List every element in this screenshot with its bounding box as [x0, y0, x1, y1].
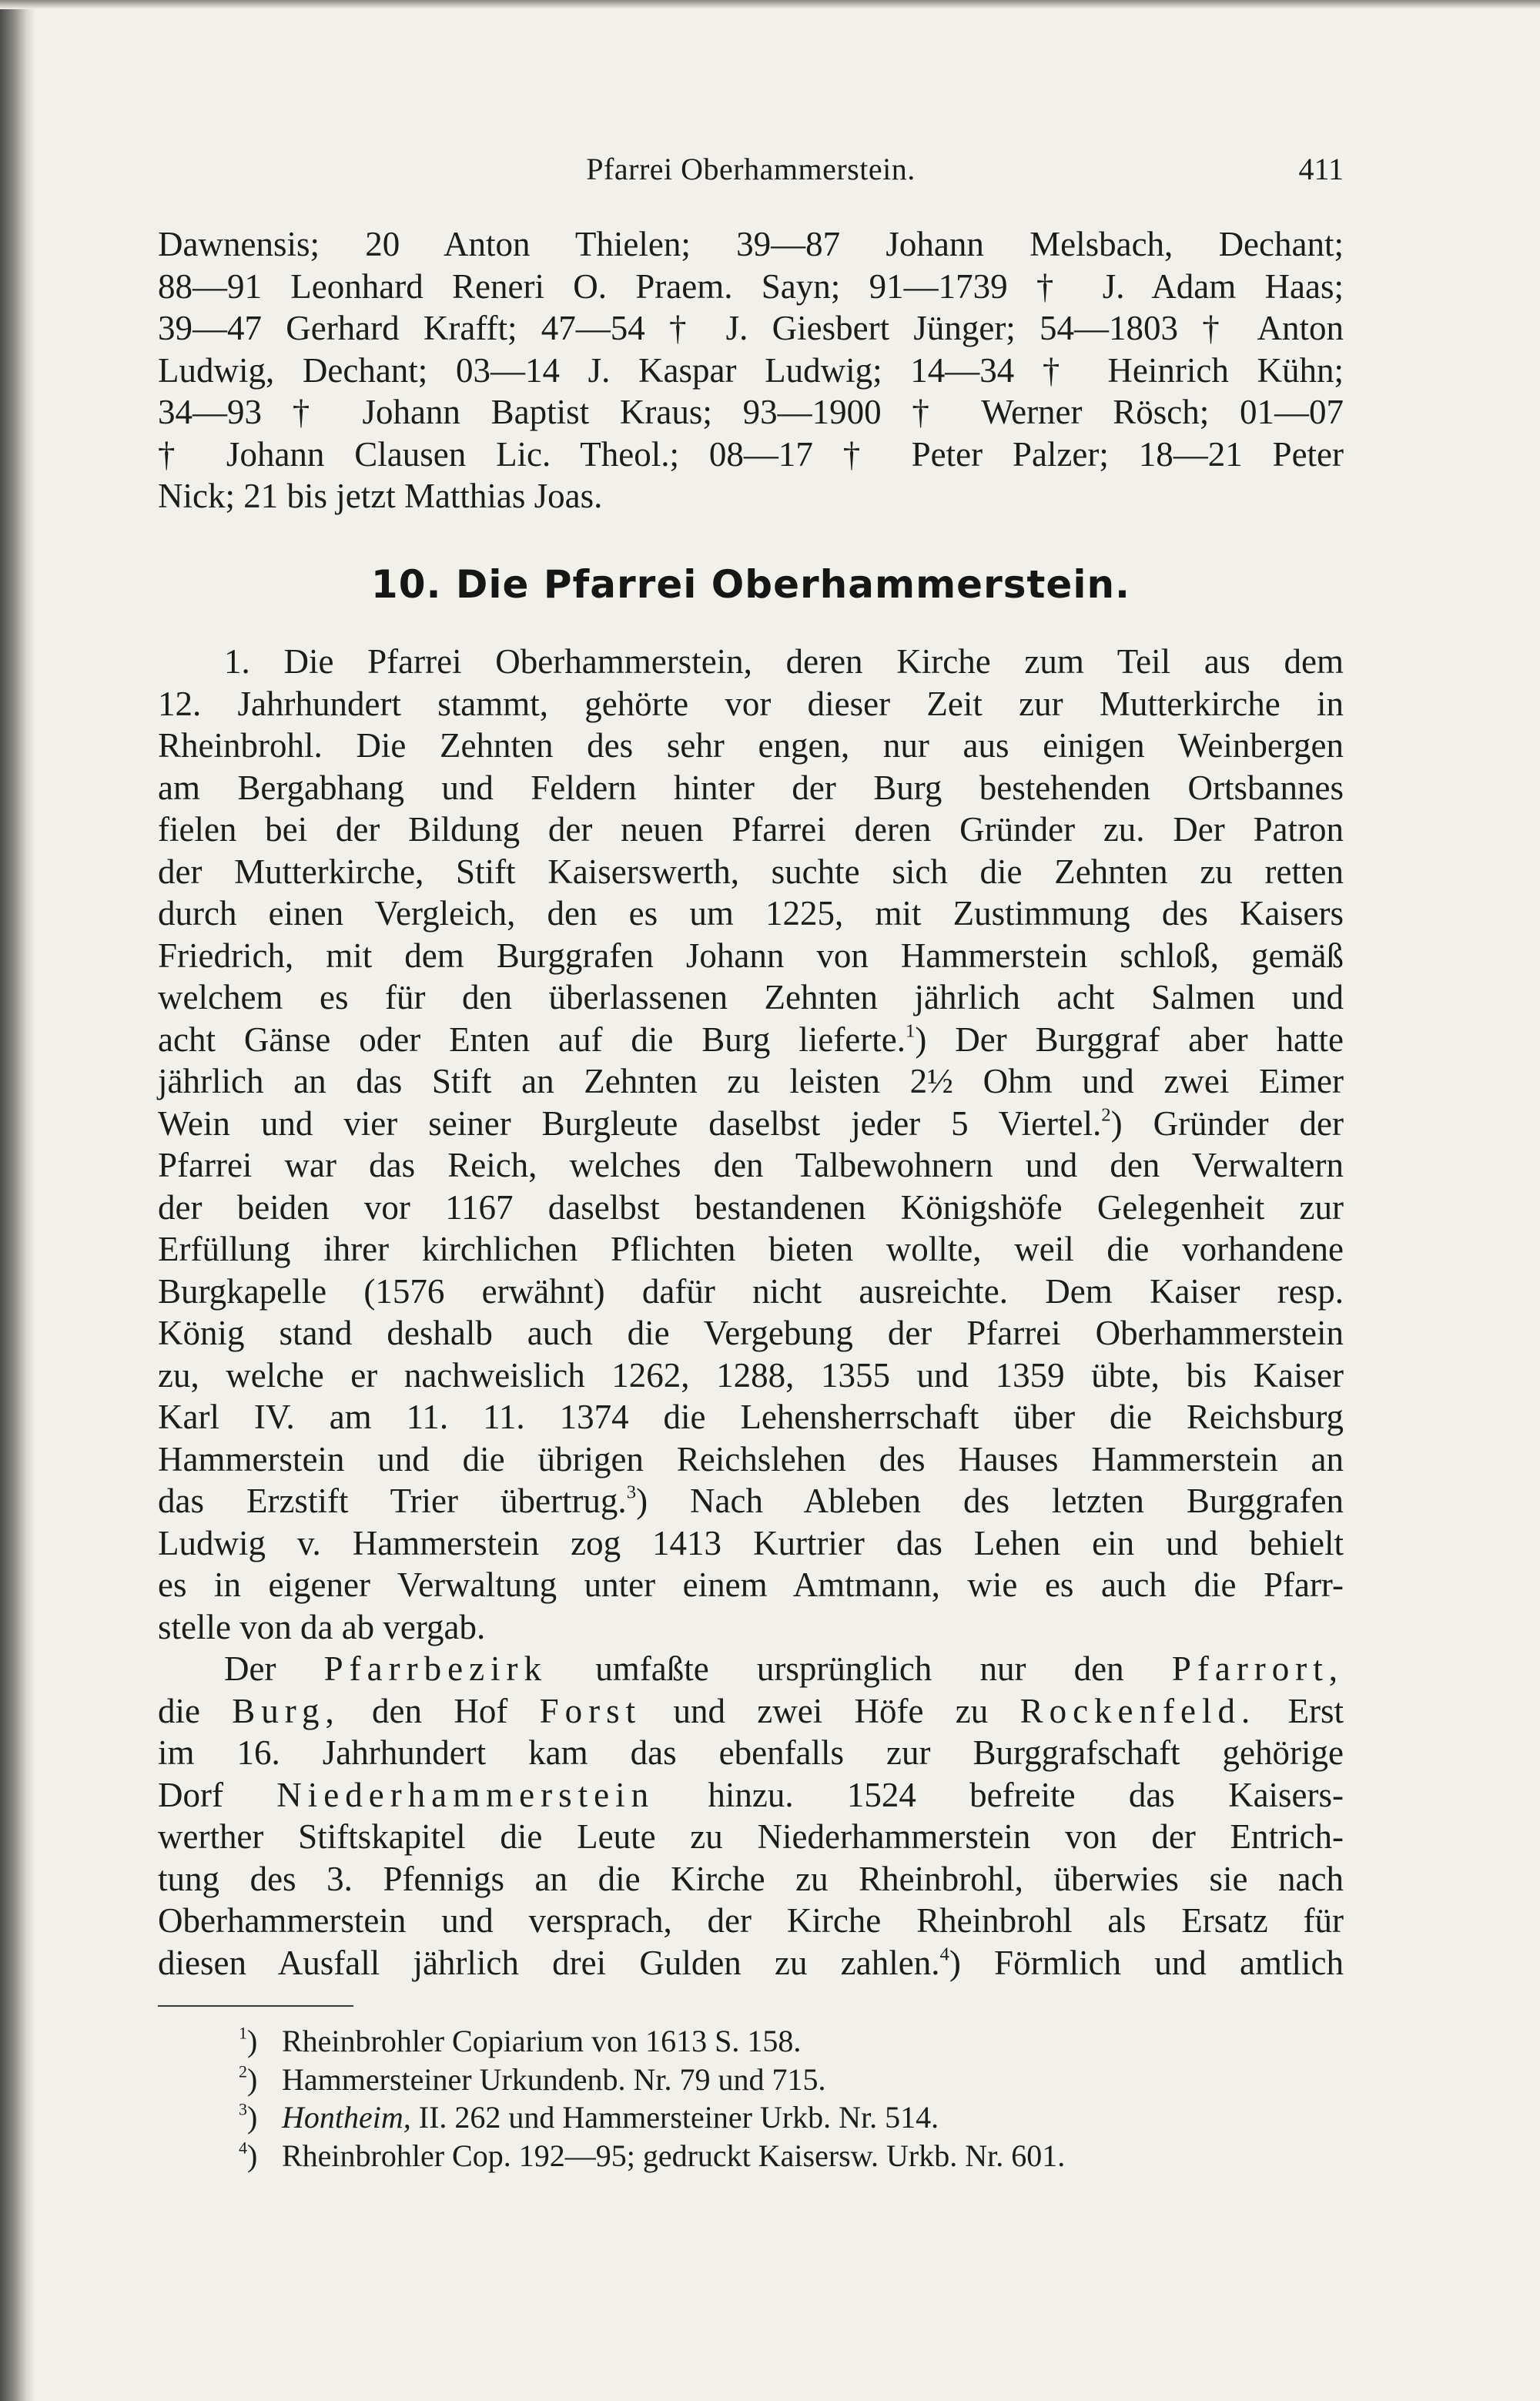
text-line: [158, 1103, 1344, 1145]
text-line: 12. Jahrhundert stammt, gehörte vor dieser Zeit zur Mutterkirche in: [158, 684, 1344, 723]
footnote: [239, 2022, 1344, 2061]
text-run: Wein und vier seiner Burgleute daselbst jeder 5 Viertel.: [158, 1103, 1102, 1143]
text-line: Oberhammerstein und versprach, der Kirche Rheinbrohl als Ersatz für: [158, 1901, 1344, 1940]
text-line: Erfüllung ihrer kirchlichen Pflichten bieten wollte, weil die vorhandene: [158, 1230, 1344, 1268]
text-line: 34—93 † Johann Baptist Kraus; 93—1900 † Werner Rösch; 01—07: [158, 393, 1344, 431]
footnote-ref[interactable]: 1: [906, 1020, 916, 1041]
text-line: der Mutterkirche, Stift Kaiserswerth, suchte sich die Zehnten zu retten: [158, 852, 1344, 891]
text-line: König stand deshalb auch die Vergebung der Pfarrei Oberhammerstein: [158, 1314, 1344, 1352]
text-run: ) Der Burggraf aber hatte: [915, 1020, 1344, 1059]
text-line: am Bergabhang und Feldern hinter der Burg bestehenden Ortsbannes: [158, 768, 1344, 807]
section-heading: 10. Die Pfarrei Oberhammerstein.: [370, 562, 1131, 607]
footnotes: [239, 2022, 1344, 2175]
text-line: Dawnensis; 20 Anton Thielen; 39—87 Johann Melsbach, Dechant;: [158, 225, 1344, 263]
page-number: 411: [1298, 152, 1344, 186]
text-run: acht Gänse oder Enten auf die Burg lieferte.: [158, 1020, 906, 1059]
text-run: hinzu. 1524 befreite das Kaisers-: [708, 1775, 1344, 1814]
text-line: Nick; 21 bis jetzt Matthias Joas.: [158, 477, 603, 515]
text-line: [158, 1019, 1344, 1061]
text-run: ) Gründer der: [1110, 1103, 1344, 1143]
text-line: [158, 1480, 1344, 1522]
footnote-text: II. 262 und Hammersteiner Urkb. Nr. 514.: [418, 2100, 939, 2135]
footnote-italic-author: Hontheim,: [282, 2100, 411, 2135]
text-line: werther Stiftskapitel die Leute zu Niederhammerstein von der Entrich-: [158, 1817, 1344, 1856]
text-line: im 16. Jahrhundert kam das ebenfalls zur Burggrafschaft gehörige: [158, 1733, 1344, 1772]
running-head-title: Pfarrei Oberhammerstein.: [586, 152, 916, 186]
footnote: [239, 2098, 1344, 2137]
footnote-mark: $^1$): [239, 2023, 258, 2058]
footnote-text: Rheinbrohler Copiarium von 1613 S. 158.: [282, 2024, 802, 2058]
spaced-term: Pfarrort,: [1171, 1649, 1344, 1688]
footnote-text: Hammersteiner Urkundenb. Nr. 79 und 715.: [282, 2061, 826, 2097]
text-run: ) Förmlich und amtlich: [949, 1943, 1344, 1982]
text-run: und zwei Höfe zu: [673, 1691, 989, 1730]
footnote: [239, 2137, 1344, 2175]
text-line: Rheinbrohl. Die Zehnten des sehr engen, nur aus einigen Weinbergen: [158, 726, 1344, 765]
text-run: Der: [224, 1649, 276, 1688]
text-line: stelle von da ab vergab.: [158, 1607, 486, 1646]
paragraph-1: [158, 641, 1344, 1648]
text-line: Hammerstein und die übrigen Reichslehen des Hauses Hammerstein an: [158, 1439, 1344, 1478]
binding-shadow: [0, 0, 35, 2401]
text-run: ) Nach Ableben des letzten Burggrafen: [636, 1482, 1344, 1520]
spaced-term: Pfarrbezirk: [323, 1649, 548, 1688]
text-line: Ludwig v. Hammerstein zog 1413 Kurtrier das Lehen ein und behielt: [158, 1523, 1344, 1562]
footnote-ref[interactable]: 4: [939, 1943, 949, 1964]
text-line: 39—47 Gerhard Krafft; 47—54 † J. Giesbert Jünger; 54—1803 † Anton: [158, 309, 1344, 347]
text-line: 1. Die Pfarrei Oberhammerstein, deren Kirche zum Teil aus dem: [224, 642, 1344, 681]
spaced-term: Rockenfeld.: [1019, 1691, 1257, 1730]
text-line: Friedrich, mit dem Burggrafen Johann von Hammerstein schloß, gemäß: [158, 936, 1344, 975]
text-run: das Erzstift Trier übertrug.: [158, 1482, 627, 1520]
spaced-term: Burg,: [232, 1691, 340, 1730]
footnote-ref[interactable]: 2: [1101, 1103, 1111, 1125]
text-run: diesen Ausfall jährlich drei Gulden zu zahlen.: [158, 1943, 940, 1982]
spaced-term: Niederhammerstein: [276, 1775, 655, 1814]
footnote-ref[interactable]: 3: [626, 1482, 637, 1503]
intro-paragraph: [158, 223, 1344, 517]
running-header: [158, 151, 1344, 197]
footnote-mark: $^2$): [239, 2061, 258, 2097]
text-line: tung des 3. Pfennigs an die Kirche zu Rheinbrohl, überwies sie nach: [158, 1859, 1344, 1898]
text-run: Dorf: [158, 1775, 223, 1814]
text-line: [158, 1648, 1344, 1690]
footnote-mark: $^3$): [239, 2099, 258, 2135]
text-run: Erst: [1287, 1691, 1344, 1730]
text-line: Ludwig, Dechant; 03—14 J. Kaspar Ludwig; 14—34 † Heinrich Kühn;: [158, 350, 1344, 390]
text-line: [158, 1942, 1344, 1984]
text-run: den Hof: [372, 1691, 508, 1730]
footnote-text: Rheinbrohler Cop. 192—95; gedruckt Kaisersw. Urkb. Nr. 601.: [282, 2138, 1066, 2173]
text-line: der beiden vor 1167 daselbst bestandenen Königshöfe Gelegenheit zur: [158, 1187, 1344, 1227]
text-line: Pfarrei war das Reich, welches den Talbewohnern und den Verwaltern: [158, 1146, 1344, 1184]
text-line: Karl IV. am 11. 11. 1374 die Lehensherrschaft über die Reichsburg: [158, 1398, 1344, 1436]
text-run: die: [158, 1691, 200, 1730]
text-run: umfaßte ursprünglich nur den: [595, 1649, 1124, 1688]
text-line: fielen bei der Bildung der neuen Pfarrei deren Gründer zu. Der Patron: [158, 810, 1344, 849]
footnote-divider: [158, 2005, 353, 2007]
text-line: † Johann Clausen Lic. Theol.; 08—17 † Peter Palzer; 18—21 Peter: [158, 434, 1344, 474]
text-line: [158, 1774, 1344, 1817]
paragraph-2: [158, 1648, 1344, 1984]
text-line: jährlich an das Stift an Zehnten zu leisten 2½ Ohm und zwei Eimer: [158, 1062, 1344, 1100]
text-line: [158, 1690, 1344, 1733]
text-line: 88—91 Leonhard Reneri O. Praem. Sayn; 91—1739 † J. Adam Haas;: [158, 266, 1344, 306]
page-top-edge: [0, 0, 1540, 9]
text-line: Burgkapelle (1576 erwähnt) dafür nicht ausreichte. Dem Kaiser resp.: [158, 1271, 1344, 1311]
text-line: zu, welche er nachweislich 1262, 1288, 1355 und 1359 übte, bis Kaiser: [158, 1355, 1344, 1395]
text-line: es in eigener Verwaltung unter einem Amtmann, wie es auch die Pfarr-: [158, 1566, 1344, 1604]
spaced-term: Forst: [539, 1691, 642, 1730]
footnote: [239, 2061, 1344, 2099]
text-line: welchem es für den überlassenen Zehnten jährlich acht Salmen und: [158, 978, 1344, 1016]
text-line: durch einen Vergleich, den es um 1225, mit Zustimmung des Kaisers: [158, 894, 1344, 933]
footnote-mark: $^4$): [239, 2138, 258, 2173]
